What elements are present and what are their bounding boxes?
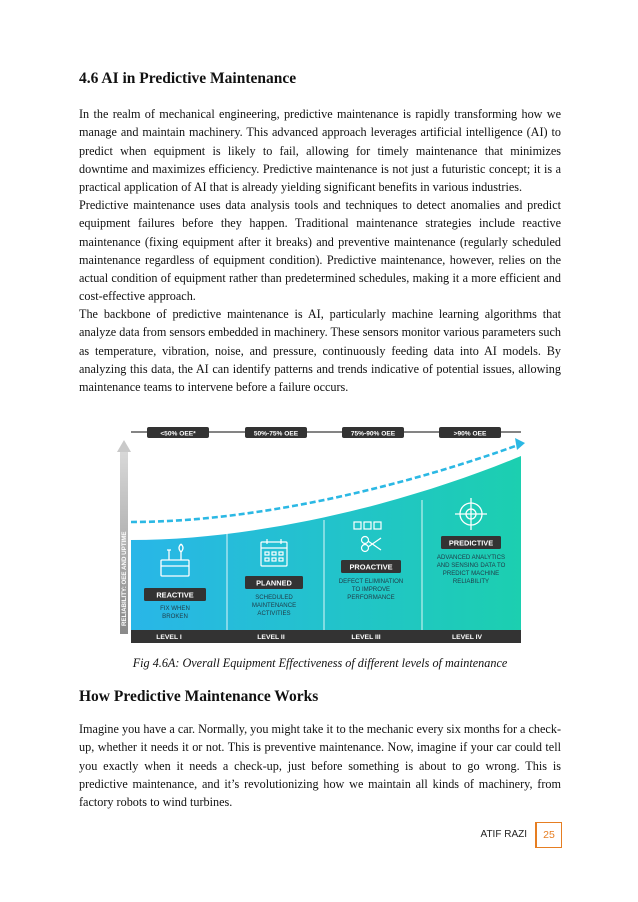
oee-range-2: 50%-75% OEE xyxy=(253,430,299,438)
proactive-desc-2: TO IMPROVE xyxy=(351,586,391,593)
figure-caption: Fig 4.6A: Overall Equipment Effectiveness of different levels of maintenance xyxy=(132,656,508,670)
oee-figure-svg xyxy=(111,422,531,647)
axis-arrow-head xyxy=(117,440,131,452)
oee-maintenance-figure xyxy=(111,422,531,647)
proactive-desc-3: PERFORMANCE xyxy=(347,594,395,601)
predictive-desc-2: AND SENSING DATA TO xyxy=(436,562,506,569)
level-1-label: LEVEL I xyxy=(156,634,182,641)
paragraph-1: In the realm of mechanical engineering, predictive maintenance is rapidly transforming how we manage and maintain machinery. This advanced approach leverages artificial intelligence (AI) to predict when equipment is likely to fail, allowing for timely maintenance that minimizes downtime and maximizes efficiency. Predictive maintenance is not just a futuristic concept; it is a practical application of AI that is already yielding significant benefits in various industries. xyxy=(79,107,561,195)
predictive-desc-4: RELIABILITY xyxy=(452,578,490,585)
level-3-label: LEVEL III xyxy=(351,634,381,641)
paragraph-3: The backbone of predictive maintenance is AI, particularly machine learning algorithms that analyze data from sensors embedded in machinery. These sensors monitor various parameters such as temperature, vibration, noise, and pressure, continuously feeding data into AI models. By analyzing this data, the AI can identify patterns and trends indicative of potential issues, allowing maintenance teams to intervene before a failure occurs. xyxy=(79,307,561,395)
footer-author: ATIF RAZI xyxy=(481,822,536,848)
proactive-label: PROACTIVE xyxy=(349,562,393,572)
predictive-desc-1: ADVANCED ANALYTICS xyxy=(436,554,506,561)
y-axis-label: RELIABILITY: OEE AND UPTIME xyxy=(121,531,128,626)
level-2-label: LEVEL II xyxy=(257,634,285,641)
page-footer xyxy=(481,822,562,848)
planned-desc-2: MAINTENANCE xyxy=(251,602,297,609)
section-heading: 4.6 AI in Predictive Maintenance xyxy=(79,70,297,87)
page-number: 25 xyxy=(536,822,562,848)
oee-range-3: 75%-90% OEE xyxy=(350,430,396,438)
proactive-desc-1: DEFECT ELIMINATION xyxy=(338,578,404,585)
planned-label: PLANNED xyxy=(256,578,292,588)
predictive-label: PREDICTIVE xyxy=(448,538,494,548)
reactive-desc-2: BROKEN xyxy=(162,613,188,620)
curve-arrow-head xyxy=(515,438,525,450)
planned-desc-3: ACTIVITIES xyxy=(257,610,291,617)
reactive-label: REACTIVE xyxy=(156,590,194,600)
planned-desc-1: SCHEDULED xyxy=(255,594,293,601)
section2-heading: How Predictive Maintenance Works xyxy=(79,688,319,705)
paragraph-2: Predictive maintenance uses data analysis tools and techniques to detect anomalies and predict equipment failures before they happen. Traditional maintenance strategies include reactive maintenance (fixing equipment after it breaks) and preventive maintenance (regularly scheduled maintenance regardless of equipment condition). Predictive maintenance, however, relies on the actual condition of equipment rather than predetermined schedules, making it a more efficient and cost-effective approach. xyxy=(79,198,561,304)
oee-range-4: >90% OEE xyxy=(453,430,487,438)
level-4-label: LEVEL IV xyxy=(451,634,483,641)
reactive-desc-1: FIX WHEN xyxy=(160,605,190,612)
predictive-desc-3: PREDICT MACHINE xyxy=(442,570,500,577)
oee-range-bar xyxy=(131,427,521,438)
oee-range-1: <50% OEE* xyxy=(160,430,196,438)
paragraph-4: Imagine you have a car. Normally, you might take it to the mechanic every six months for a check-up, whether it needs it or not. This is preventive maintenance. Now, imagine if your car could tell you exactly when it needs a check-up, just before something is about to go wrong. This is predictive maintenance, and it’s revolutionizing how we maintain all kinds of machinery, from factory robots to wind turbines. xyxy=(79,722,561,810)
